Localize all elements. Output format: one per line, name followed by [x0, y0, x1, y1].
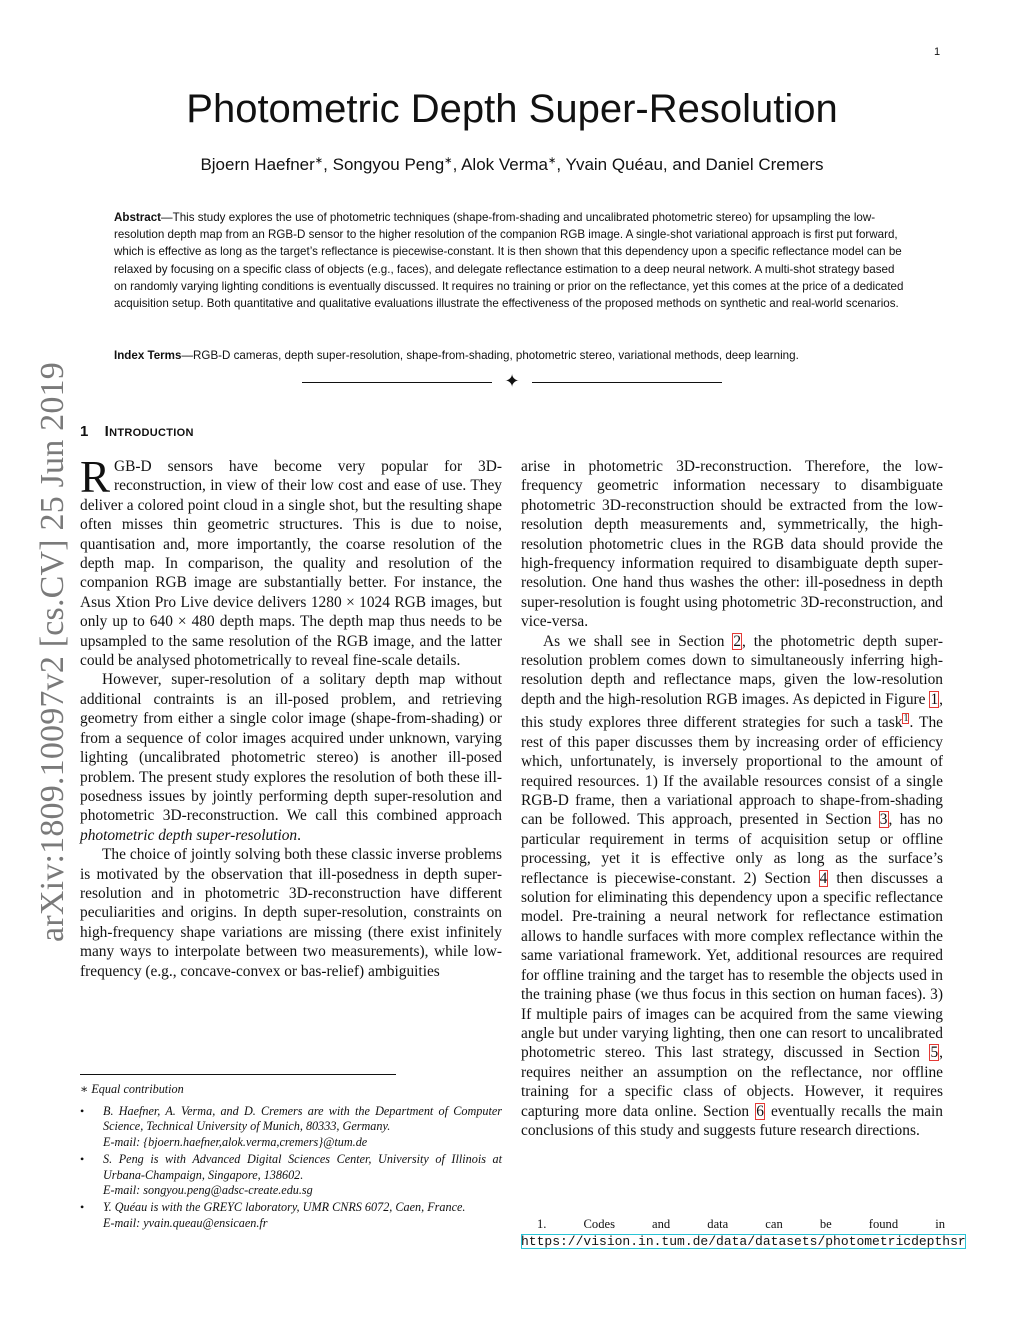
- section-5-link[interactable]: 5: [930, 1044, 939, 1062]
- paragraph-text: However, super-resolution of a solitary depth map without additional contraints is an ill-posed problem, and retrieving geometry from either a single color image (shape-from-shading) or from a sequence of color images acquired under unknown, varying lighting (uncalibrated photometric stereo) is another ill-posed problem. The present study explores the resolution of both these ill-posedness issues by jointly performing depth super-resolution and photometric 3D-reconstruction. We call this combined approach: [80, 671, 502, 825]
- separator-rule-left: [302, 382, 492, 383]
- paragraph-text: eventually recalls the main conclusions of this study and suggests future research directions.: [521, 1102, 943, 1139]
- bullet-icon: •: [80, 1200, 85, 1215]
- affiliation-email: E-mail: songyou.peng@adsc-create.edu.sg: [103, 1183, 313, 1198]
- bullet-icon: •: [80, 1104, 85, 1118]
- affiliation-email: E-mail: yvain.queau@ensicaen.fr: [103, 1215, 268, 1230]
- author-name: Songyou Peng: [332, 155, 445, 174]
- section-6-link[interactable]: 6: [756, 1102, 764, 1120]
- arxiv-identifier-stamp: arXiv:1809.10097v2 [cs.CV] 25 Jun 2019: [34, 362, 71, 942]
- separator-star-icon: ✦: [504, 371, 520, 391]
- footnote-1: [521, 1216, 966, 1250]
- section-4-link[interactable]: 4: [819, 869, 828, 887]
- footnote-rule: [80, 1074, 396, 1075]
- code-data-url-link[interactable]: https://vision.in.tum.de/data/datasets/photometricdepthsr: [521, 1234, 966, 1249]
- author-name: Daniel Cremers: [705, 155, 824, 174]
- affiliation-text: Y. Quéau is with the GREYC laboratory, UMR CNRS 6072, Caen, France.: [103, 1200, 466, 1215]
- drop-cap: R: [80, 452, 111, 502]
- paragraph: The choice of jointly solving both these classic inverse problems is motivated by the observation that ill-posedness in depth super-resolution and in photometric 3D-reconstruction have different peculiarities and origins. In depth super-resolution, constraints on high-frequency shape variations are missing (there exist infinitely many ways to interpolate between two measurements), while low-frequency (e.g., concave-convex or bas-relief) ambiguities: [80, 846, 502, 980]
- section-3-link[interactable]: 3: [879, 811, 888, 829]
- author-separator: ,: [556, 155, 566, 174]
- paragraph: arise in photometric 3D-reconstruction. Therefore, the low-frequency geometric information necessary to disambiguate photometric 3D-reconstruction should be extracted from the low-resolution depth measurements and, symmetrically, the high-resolution photometric clues in the RGB data should provide the high-frequency information required to disambiguate depth super-resolution. One hand thus washes the other: ill-posedness in depth super-resolution is fought using photometric 3D-reconstruction, and vice-versa.: [521, 458, 943, 631]
- author-separator: ,: [452, 155, 462, 174]
- emphasized-term: photometric depth super-resolution: [80, 826, 298, 844]
- abstract-label: Abstract: [114, 211, 162, 224]
- paragraph: [521, 632, 943, 1141]
- equal-contribution-mark: ∗: [444, 155, 453, 167]
- equal-contribution-mark: ∗: [314, 155, 324, 167]
- abstract-text: —This study explores the use of photometric techniques (shape-from-shading and uncalibrated photometric stereo) for upsampling the low-resolution depth map from an RGB-D sensor to the higher resolution of the companion RGB image. A single-shot variational approach is first put forward, which is effective as long as the target’s reflectance is piecewise-constant. It is then shown that this dependency upon a specific reflectance model can be relaxed by focusing on a specific class of objects (e.g., faces), and delegate reflectance estimation to a deep neural network. A multi-shot strategy based on randomly varying lighting conditions is eventually discussed. It requires no training or prior on the reflectance, yet this comes at the price of a dedicated acquisition setup. Both quantitative and qualitative evaluations illustrate the effectiveness of the proposed methods on synthetic and real-world scenarios.: [114, 211, 904, 311]
- footnote-1-link[interactable]: 1: [903, 713, 909, 725]
- equal-contribution-note: ∗ Equal contribution: [80, 1082, 184, 1096]
- affiliation-email: E-mail: {bjoern.haefner,alok.verma,cremers}@tum.de: [103, 1134, 368, 1149]
- affiliation-item: [80, 1200, 502, 1231]
- paragraph: [80, 452, 502, 670]
- author-name: Yvain Quéau: [565, 155, 663, 174]
- paragraph-text: , has no particular requirement in terms of acquisition setup or offline processing, yet it is effective only as long as the surface’s reflectance is piecewise-constant. 2) Section: [521, 811, 943, 887]
- index-terms-text: —RGB-D cameras, depth super-resolution, shape-from-shading, photometric stereo, variational methods, deep learning.: [181, 349, 799, 362]
- author-list: [0, 155, 1024, 175]
- paragraph-text: .: [297, 826, 301, 844]
- footnote-number: 1.: [537, 1217, 547, 1231]
- author-separator: ,: [323, 155, 333, 174]
- equal-contribution-mark: ∗: [548, 155, 557, 167]
- index-terms: [114, 348, 914, 364]
- paragraph-text: . The rest of this paper discusses them by increasing order of efficiency which, unfortunately, is inversely proportional to the amount of required resources. 1) If the available resources consist of a single RGB-D frame, then a variational approach to shape-from-shading can be followed. This approach, presented in Section: [521, 714, 943, 829]
- paragraph-text: , the photometric depth super-resolution problem comes down to simultaneously inferring high-resolution depth and reflectance maps, given the low-resolution depth and the high-resolution RGB images. As depicted in Figure: [521, 632, 943, 708]
- paragraph-text: , requires neither an assumption on the reflectance, nor offline training for a specific class of objects. However, it requires capturing more data online. Section: [521, 1044, 943, 1120]
- paragraph: [80, 670, 502, 845]
- index-terms-label: Index Terms: [114, 349, 182, 362]
- section-2-link[interactable]: 2: [733, 632, 742, 650]
- figure-1-link[interactable]: 1: [930, 690, 939, 708]
- section-title: Introduction: [104, 423, 194, 440]
- paragraph-text: As we shall see in Section: [543, 632, 733, 650]
- paper-title: Photometric Depth Super-Resolution: [186, 87, 838, 131]
- section-separator: [302, 373, 722, 393]
- author-name: Bjoern Haefner: [200, 155, 315, 174]
- page-number: 1: [934, 46, 941, 58]
- left-column: [80, 452, 502, 981]
- math-expression: 1280 × 1024: [310, 593, 390, 611]
- author-separator: , and: [662, 155, 706, 174]
- separator-rule-right: [532, 382, 722, 383]
- affiliation-text: S. Peng is with Advanced Digital Sciences Center, University of Illinois at Urbana-Champaign, Singapore, 138602.: [103, 1152, 502, 1182]
- author-name: Alok Verma: [461, 155, 549, 174]
- paragraph-text: depth maps. The depth map thus needs to be upsampled to the same resolution of the RGB image, and the latter could be analysed photometrically to reveal fine-scale details.: [80, 613, 502, 670]
- affiliation-text: B. Haefner, A. Verma, and D. Cremers are with the Department of Computer Science, Technical University of Munich, 80333, Germany.: [103, 1104, 502, 1134]
- affiliation-item: [80, 1152, 502, 1198]
- section-heading: [80, 423, 194, 440]
- bullet-icon: •: [80, 1152, 85, 1167]
- paragraph-text: GB-D sensors have become very popular for 3D-reconstruction, in view of their low cost and ease of use. They deliver a colored point cloud in a single shot, but the resulting shape often misses thin geometric structures. This is due to noise, quantisation and, more importantly, the coarse resolution of the depth map. In comparison, the quality and resolution of the companion RGB image are substantially better. For instance, the Asus Xtion Pro Live device delivers: [80, 458, 502, 611]
- section-number: 1: [80, 423, 89, 440]
- paragraph-text: RGB images, but only up to: [80, 593, 502, 631]
- affiliation-list: [80, 1104, 502, 1233]
- paragraph-text: then discusses a solution for eliminating this dependency upon a specific reflectance model. Pre-training a neural network for reflectance estimation allows to handle surfaces with more complex reflectance within the same variational framework. Yet, additional resources are required for offline training and the target has to resemble the objects used in the training phase (we thus focus in this section on human faces). 3) If multiple pairs of images can be acquired from the same viewing angle but under varying lighting, then one can resort to uncalibrated photometric stereo. This last strategy, discussed in Section: [521, 869, 943, 1062]
- paragraph-text: , this study explores three different strategies for such a task: [521, 690, 943, 732]
- footnote-text: Codes and data can be found in: [546, 1217, 945, 1231]
- abstract: [114, 209, 909, 312]
- math-expression: 640 × 480: [149, 613, 215, 631]
- affiliation-item: [80, 1104, 502, 1150]
- right-column: [521, 457, 943, 1140]
